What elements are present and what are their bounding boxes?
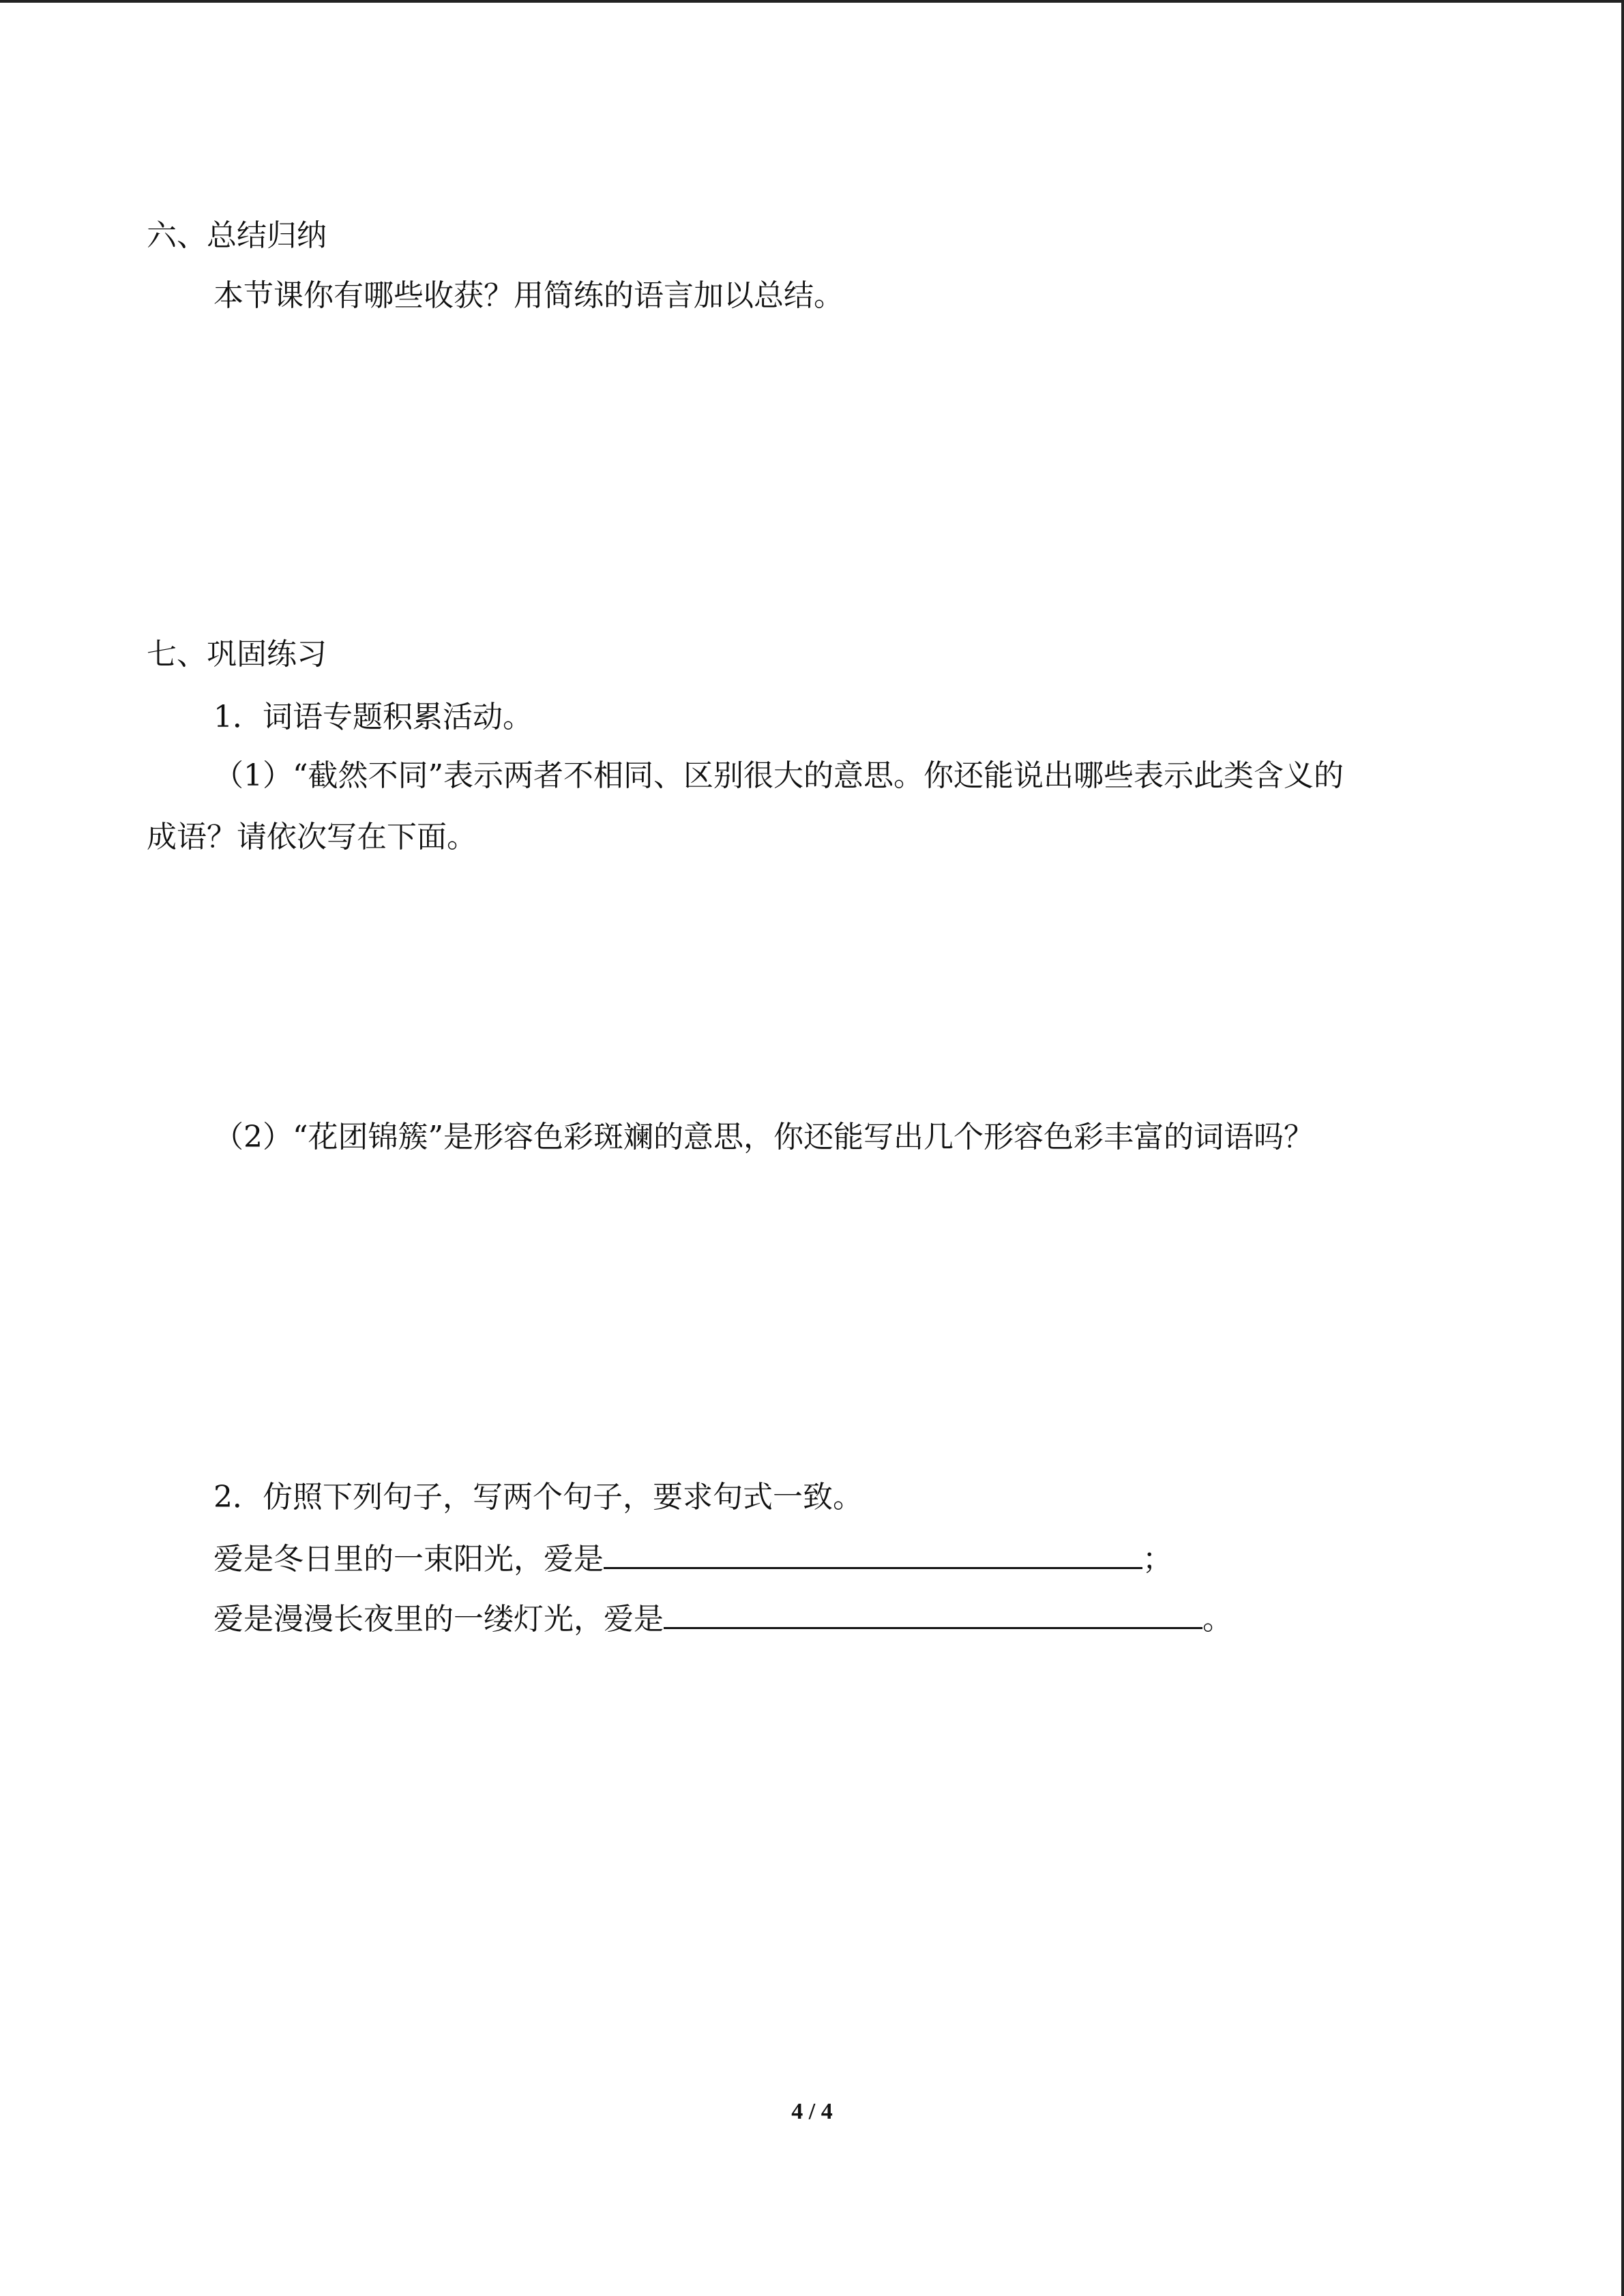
sentence-1-suffix: ；: [1142, 1542, 1172, 1577]
question-1-title: 1．词语专题积累活动。: [213, 700, 533, 734]
sentence-2-suffix: 。: [1202, 1602, 1232, 1637]
question-1-sub1-line2: 成语？请依次写在下面。: [147, 820, 477, 854]
question-2-sentence-1: [213, 1537, 1172, 1580]
page-number: 4 / 4: [791, 2099, 833, 2124]
section-six-heading: 六、总结归纳: [147, 218, 327, 253]
question-2-title: 2．仿照下列句子，写两个句子，要求句式一致。: [213, 1480, 863, 1515]
section-seven-heading: 七、巩固练习: [147, 637, 327, 672]
sentence-1-answer-blank[interactable]: [604, 1537, 1142, 1569]
page-top-border: [0, 0, 1624, 3]
section-six-prompt: 本节课你有哪些收获？用简练的语言加以总结。: [213, 278, 844, 313]
sentence-1-prefix: 爱是冬日里的一束阳光，爱是: [213, 1542, 604, 1577]
sentence-2-prefix: 爱是漫漫长夜里的一缕灯光，爱是: [213, 1602, 664, 1637]
question-1-sub2: （2）“花团锦簇”是形容色彩斑斓的意思，你还能写出几个形容色彩丰富的词语吗？: [213, 1120, 1314, 1154]
sentence-2-answer-blank[interactable]: [664, 1597, 1202, 1629]
question-2-sentence-2: [213, 1597, 1232, 1640]
page-right-border: [1621, 0, 1624, 2296]
question-1-sub1-line1: （1）“截然不同”表示两者不相同、区别很大的意思。你还能说出哪些表示此类含义的: [213, 758, 1344, 793]
